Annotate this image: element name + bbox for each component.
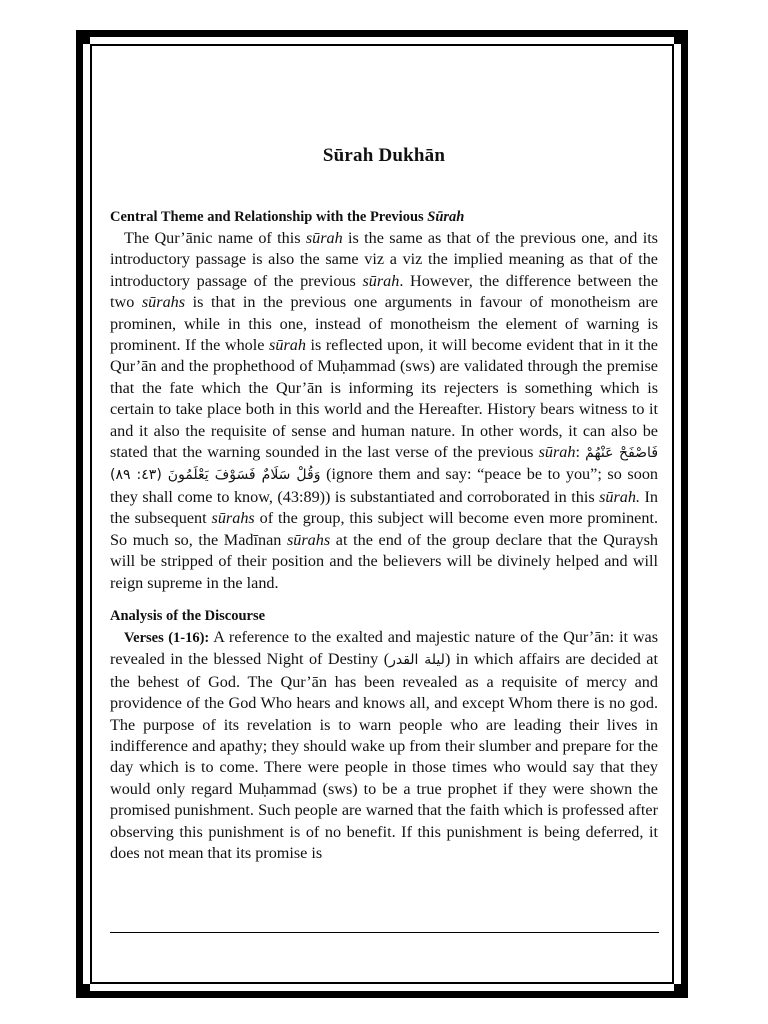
italic-run: sūrah	[269, 336, 306, 355]
text-run: ) in which affairs are decided at the behest of God. The Qur’ān has been revealed as a requisite of mercy and providence of the God Who hears and knows all, and except Whom there is no god. The purpose of its revelation is to warn people who are leading their lives in indifference and apathy; they should wake up from their slumber and prepare for the day which is to come. There were people in those times who would say that they would only regard Muḥammad (sws) to be a true prophet if they were shown the promised punishment. Such people are warned that the faith which is professed after observing this punishment is of no benefit. If this punishment is being deferred, it does not mean that its promise is	[110, 650, 658, 862]
text-run: . However, the difference between the two	[110, 271, 659, 312]
text-run: is reflected upon, it will become evident that in it the Qur’ān and the prophethood of Muḥammad (sws) are validated through the premise that the fate which the Qur’ān is informing its rejecters is something which is certain to take place both in this world and the Hereafter. History bears witness to it and it also the requisite of sense and human nature. In other words, it can also be stated that the warning sounded in the last verse of the previous	[110, 336, 658, 462]
text-run: of the group, this subject will become even more prominent. So much so, the Madīnan	[110, 509, 658, 549]
italic-run: sūrahs	[286, 530, 331, 549]
section-heading-central-theme	[110, 209, 658, 226]
paragraph-analysis	[110, 627, 658, 864]
page-title: Sūrah Dukhān	[322, 145, 446, 166]
arabic-term-text: ليلة القدر	[389, 652, 445, 669]
heading-italic-text: Sūrah	[427, 209, 465, 225]
italic-run: sūrahs	[141, 293, 186, 312]
italic-run: sūrah	[362, 271, 400, 290]
paragraph-central-theme	[110, 228, 658, 594]
text-run: is the same as that of the previous one, and its introductory passage is also the same viz a viz the implied meaning as that of the introductory passage of the previous	[110, 229, 658, 290]
verses-label: Verses (1-16):	[124, 629, 210, 646]
border-corner-top-right	[674, 30, 688, 44]
border-corner-top-left	[76, 30, 90, 44]
text-run: A reference to the exalted and majestic nature of the Qur’ān: it was revealed in the blessed Night of Destiny (	[110, 627, 658, 669]
page-content	[110, 145, 658, 864]
italic-run: sūrah	[305, 229, 343, 247]
text-run: In the subsequent	[110, 487, 659, 528]
heading-text: Central Theme and Relationship with the Previous	[110, 209, 428, 225]
footer-rule	[110, 932, 659, 933]
section-heading-analysis: Analysis of the Discourse	[110, 607, 266, 624]
text-run: The Qur’ānic name of this	[124, 229, 306, 247]
arabic-verse-text: فَاصْفَحْ عَنْهُمْ وَقُلْ سَلَامٌ فَسَوْفَ يَعْلَمُونَ (٤٣: ٨٩)	[110, 445, 659, 484]
text-run: :	[575, 443, 586, 462]
text-run: (ignore them and say: “peace be to you”; so soon they shall come to know, (43:89)) is substantiated and corroborated in this	[110, 465, 659, 506]
text-run: is that in the previous one arguments in favour of monotheism are prominen, while in this one, instead of monotheism the element of warning is prominent. If the whole	[110, 293, 658, 355]
italic-run: sūrah.	[599, 487, 641, 506]
italic-run: sūrahs	[211, 509, 255, 528]
border-corner-bottom-left	[76, 984, 90, 998]
section-spacer	[110, 594, 658, 608]
text-run: at the end of the group declare that the Quraysh will be stripped of their position and the believers will be divinely helped and will reign supreme in the land.	[110, 530, 658, 592]
border-corner-bottom-right	[674, 984, 688, 998]
italic-run: sūrah	[538, 443, 576, 462]
